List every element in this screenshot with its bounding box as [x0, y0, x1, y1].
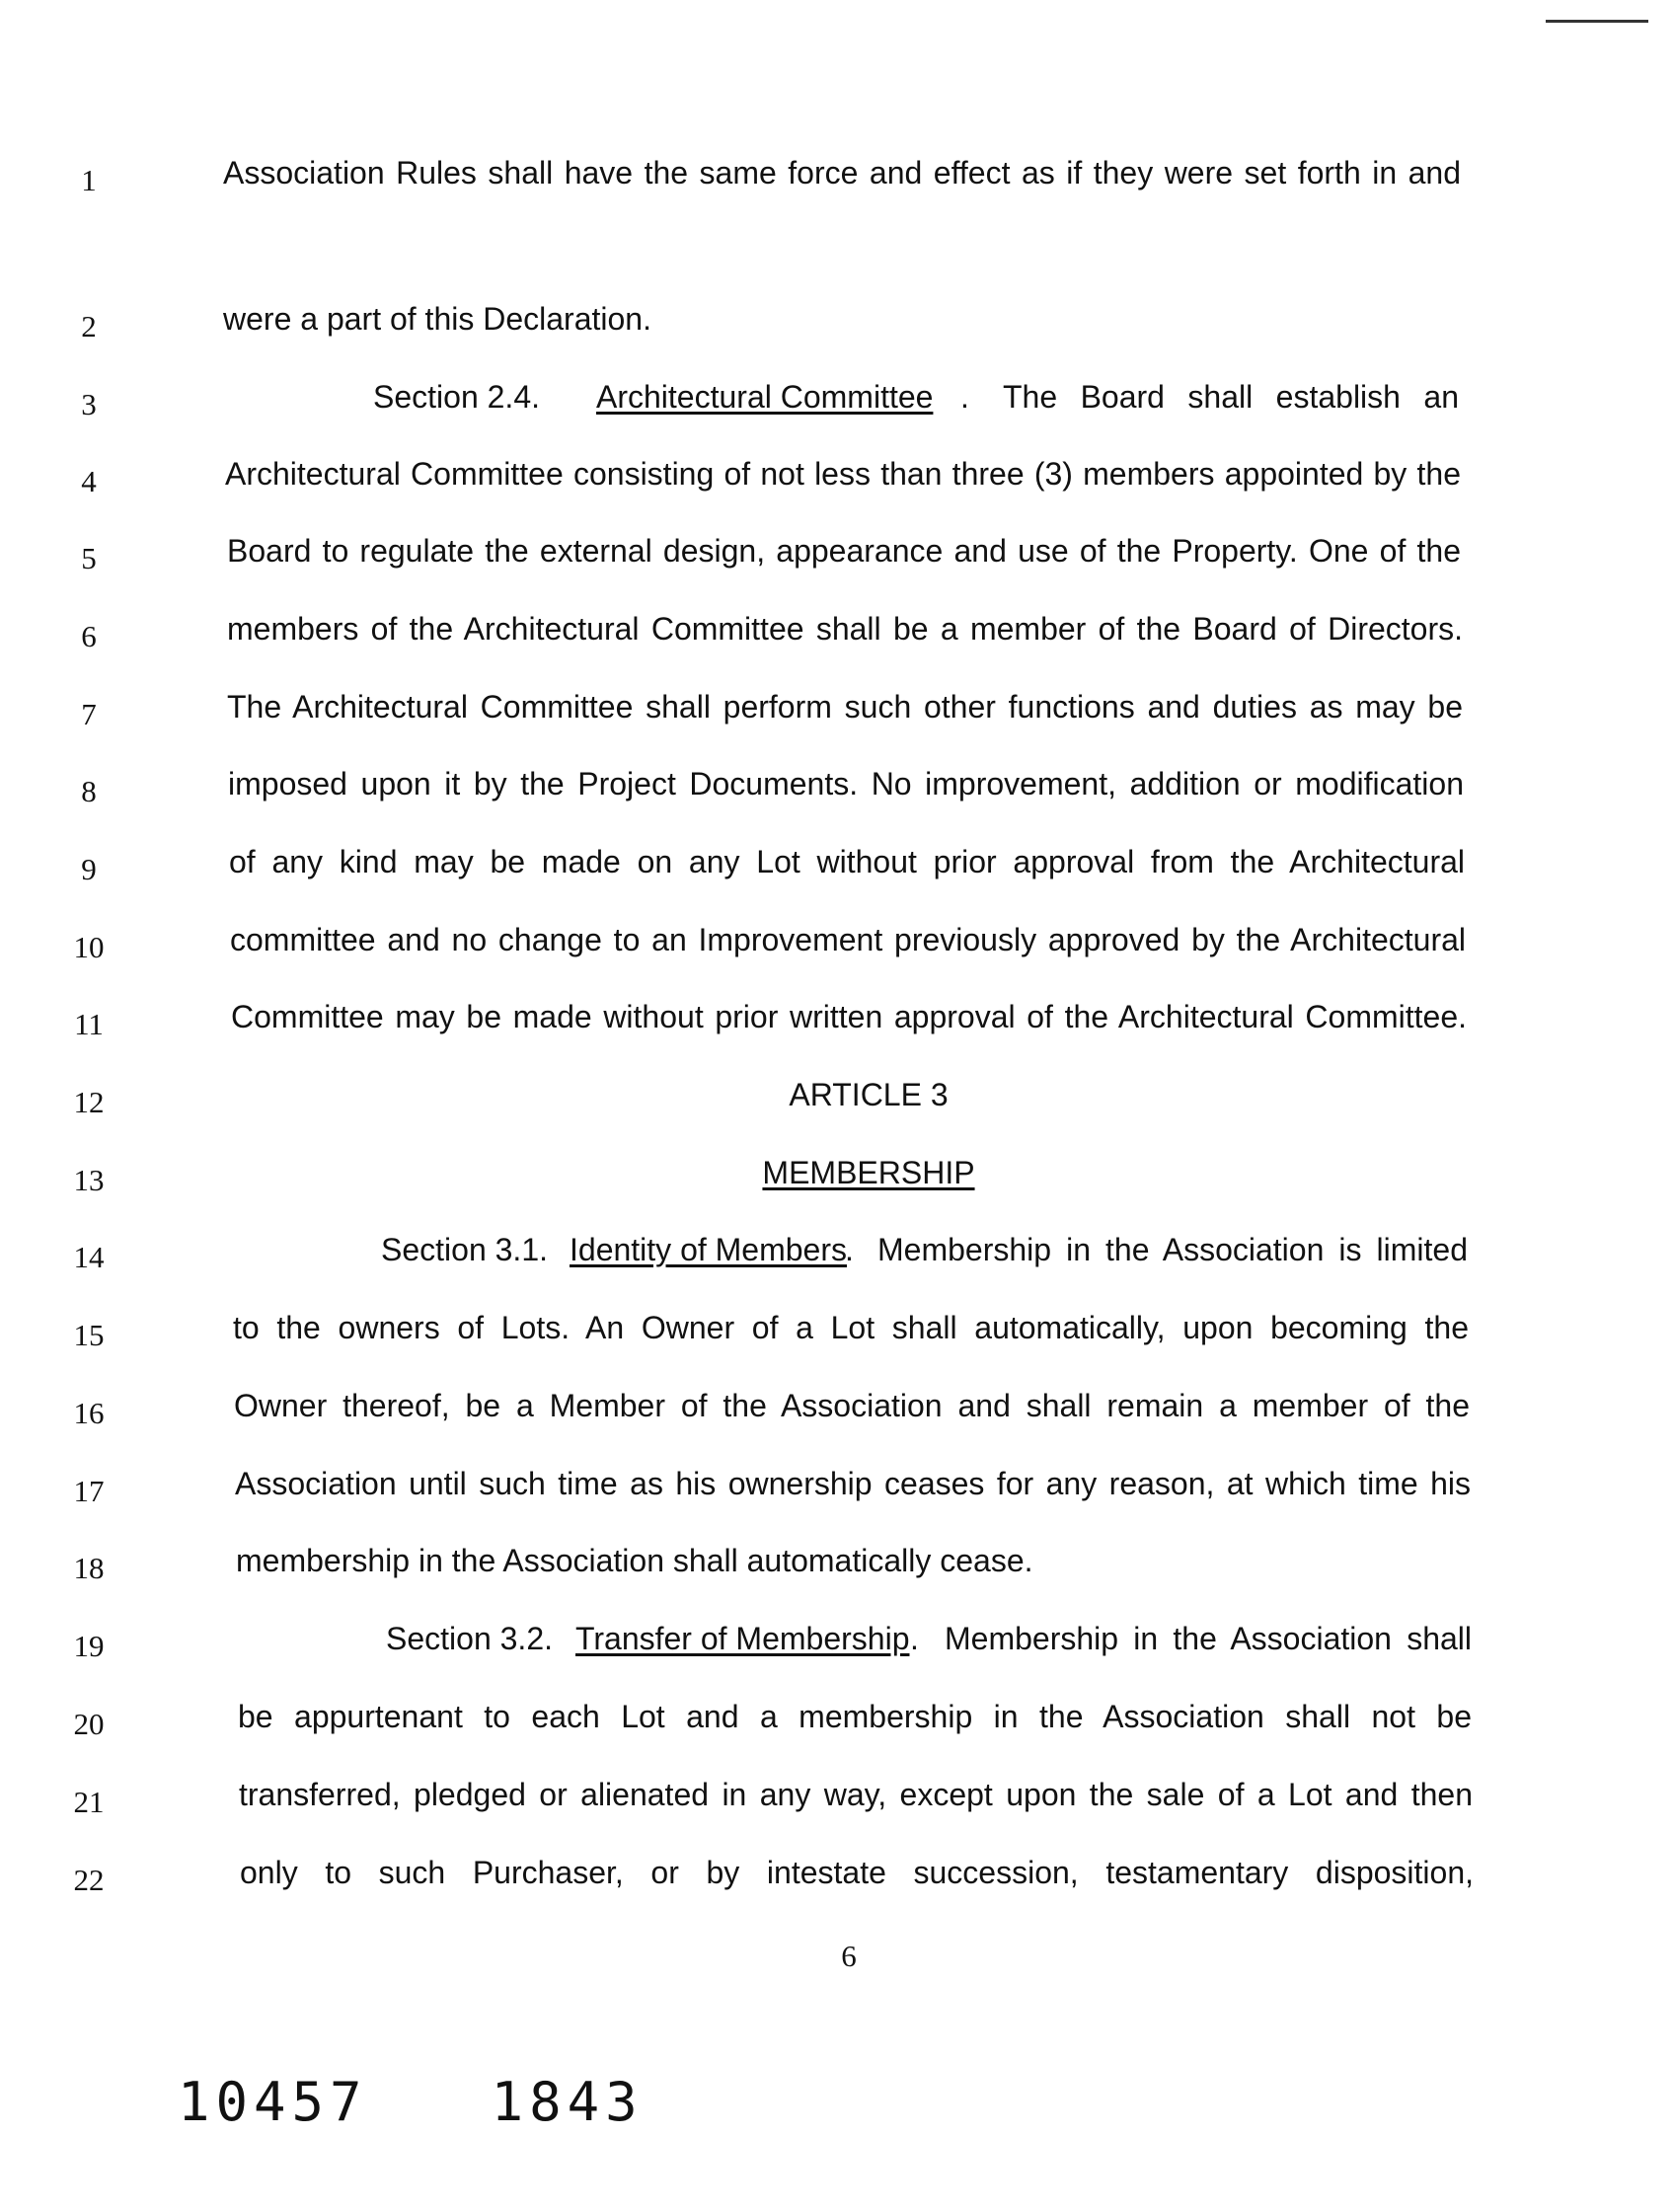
- line-number: 19: [73, 1629, 105, 1663]
- line-number: 18: [73, 1551, 105, 1585]
- line-number: 11: [74, 1007, 104, 1041]
- line-number: 3: [81, 387, 97, 421]
- line-number: 12: [73, 1085, 105, 1119]
- line-6: [0, 609, 1674, 668]
- line-text: Board to regulate the external design, appearance and use of the Property. One of the: [227, 533, 1461, 569]
- section-number: Section 3.1.: [381, 1232, 548, 1267]
- line-9: [0, 842, 1674, 901]
- line-number: 22: [73, 1863, 105, 1897]
- section-heading: Transfer of Membership: [575, 1621, 910, 1656]
- line-number: 21: [73, 1785, 105, 1819]
- stamp-page-number: 1843: [491, 2071, 644, 2133]
- line-text: imposed upon it by the Project Documents. No improvement, addition or modification: [228, 766, 1464, 801]
- line-2: [0, 299, 1674, 358]
- line-text: only to such Purchaser, or by intestate succession, testamentary disposition,: [240, 1855, 1474, 1890]
- line-16: [0, 1386, 1674, 1445]
- line-17: [0, 1464, 1674, 1523]
- line-5: [0, 531, 1674, 590]
- line-18: [0, 1541, 1674, 1600]
- line-number: 10: [73, 930, 105, 964]
- line-text: Association Rules shall have the same force and effect as if they were set forth in and: [223, 155, 1461, 191]
- line-number: 2: [81, 309, 97, 343]
- line-number: 14: [73, 1240, 105, 1274]
- line-text: were a part of this Declaration.: [223, 301, 651, 337]
- line-number: 16: [73, 1396, 105, 1430]
- line-text: members of the Architectural Committee shall be a member of the Board of Directors.: [227, 611, 1463, 647]
- line-14: [0, 1230, 1674, 1289]
- line-number: 15: [73, 1318, 105, 1352]
- line-7: [0, 687, 1674, 746]
- line-text: The Board shall establish an: [1003, 379, 1459, 415]
- line-13: [0, 1153, 1674, 1212]
- line-22: [0, 1853, 1674, 1912]
- line-number: 17: [73, 1474, 105, 1508]
- line-4: [0, 454, 1674, 513]
- line-text: of any kind may be made on any Lot without prior approval from the Architectural: [229, 844, 1465, 879]
- line-15: [0, 1308, 1674, 1367]
- line-10: [0, 920, 1674, 979]
- section-number: Section 3.2.: [386, 1621, 553, 1656]
- line-text: transferred, pledged or alienated in any way, except upon the sale of a Lot and then: [239, 1777, 1473, 1812]
- line-text: Architectural Committee consisting of not less than three (3) members appointed by the: [225, 456, 1461, 492]
- stamp-book-number: 10457: [178, 2071, 368, 2133]
- scan-corner-mark: [1546, 20, 1648, 23]
- line-text: be appurtenant to each Lot and a membership in the Association shall not be: [238, 1699, 1472, 1734]
- line-number: 4: [81, 464, 97, 498]
- article-heading: ARTICLE 3: [789, 1077, 949, 1112]
- heading-period: .: [910, 1621, 919, 1656]
- heading-period: .: [845, 1232, 854, 1267]
- line-number: 7: [81, 697, 97, 731]
- line-text: Association until such time as his ownership ceases for any reason, at which time his: [235, 1466, 1471, 1501]
- line-text: to the owners of Lots. An Owner of a Lot shall automatically, upon becoming the: [233, 1310, 1469, 1345]
- line-number: 20: [73, 1707, 105, 1741]
- line-number: 9: [81, 852, 97, 886]
- line-number: 13: [73, 1163, 105, 1197]
- line-text: committee and no change to an Improvement previously approved by the Architectural: [230, 922, 1466, 957]
- line-text: The Architectural Committee shall perform such other functions and duties as may be: [227, 689, 1463, 725]
- line-text: Owner thereof, be a Member of the Association and shall remain a member of the: [234, 1388, 1470, 1423]
- recording-stamp: [178, 2071, 644, 2133]
- line-21: [0, 1775, 1674, 1834]
- line-19: [0, 1619, 1674, 1678]
- article-title: MEMBERSHIP: [762, 1155, 975, 1190]
- line-text: Membership in the Association is limited: [877, 1232, 1468, 1267]
- line-12: [0, 1075, 1674, 1134]
- line-8: [0, 764, 1674, 823]
- line-number: 8: [81, 774, 97, 808]
- section-heading: Architectural Committee: [596, 379, 934, 415]
- line-text: Membership in the Association shall: [945, 1621, 1472, 1656]
- line-number: 1: [81, 163, 97, 197]
- heading-period: .: [960, 379, 969, 415]
- line-number: 5: [81, 541, 97, 575]
- section-heading: Identity of Members: [570, 1232, 847, 1267]
- line-number: 6: [81, 619, 97, 653]
- page-number: 6: [841, 1939, 857, 1973]
- line-11: [0, 997, 1674, 1056]
- line-text: membership in the Association shall automatically cease.: [236, 1543, 1033, 1578]
- line-1: [0, 153, 1674, 212]
- line-text: Committee may be made without prior written approval of the Architectural Committee.: [231, 999, 1467, 1034]
- line-20: [0, 1697, 1674, 1756]
- section-number: Section 2.4.: [373, 379, 540, 415]
- line-3: [0, 377, 1674, 436]
